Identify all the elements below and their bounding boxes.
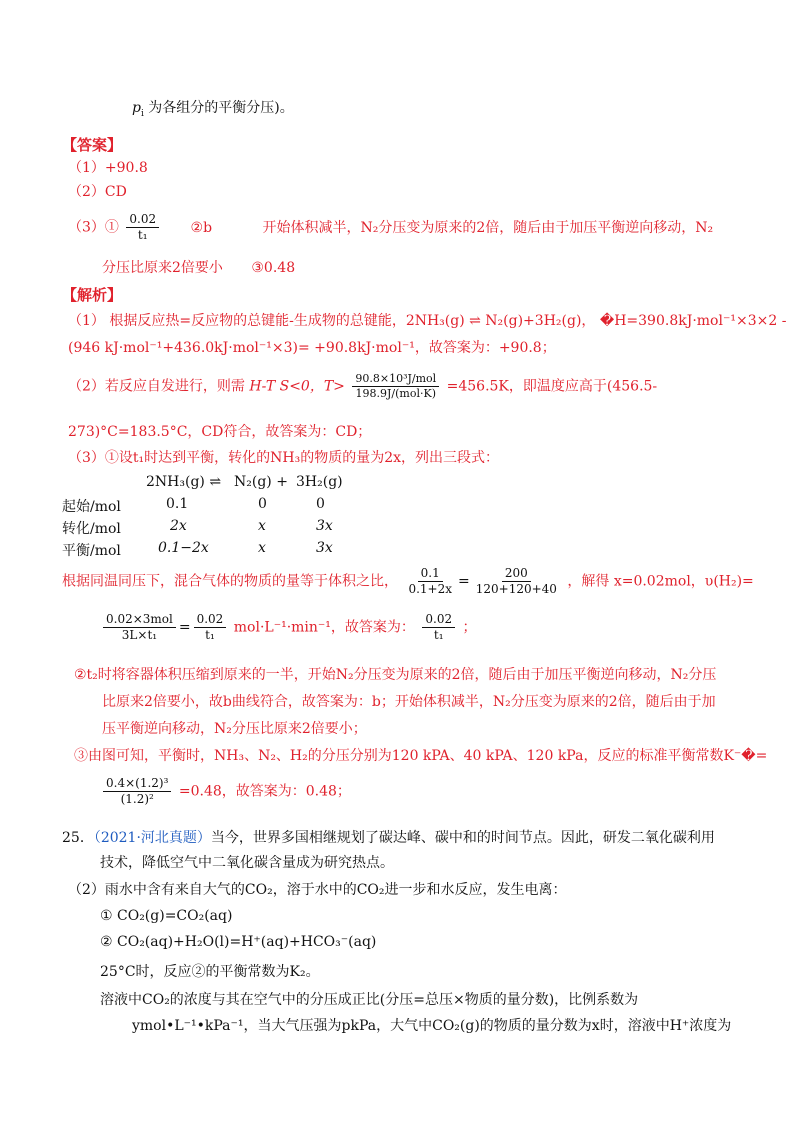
fraction-denominator: (1.2)² — [120, 792, 154, 806]
analysis-p5-line2 — [100, 776, 351, 807]
fraction-numerator: 0.02×3mol — [103, 612, 176, 628]
fraction-denominator: t₁ — [433, 628, 444, 642]
fraction-denominator: t₁ — [205, 628, 215, 642]
analysis-p2-mid2: S<0，T> — [279, 378, 345, 395]
table-row-label: 转化/mol — [62, 521, 121, 537]
q25-line6: ymol•L⁻¹•kPa⁻¹，当大气压强为pkPa，大气中CO₂(g)的物质的量分数为x时，溶液中H⁺浓度为 — [132, 1018, 732, 1034]
table-row-label: 起始/mol — [62, 499, 121, 515]
fraction-numerator: 90.8×10³J/mol — [352, 372, 439, 387]
analysis-p2-start: （2）若反应自发进行，则需 — [68, 378, 245, 395]
fraction-numerator: 200 — [502, 566, 531, 582]
fraction-numerator: 0.02 — [422, 612, 455, 628]
analysis-p1-line1 — [68, 313, 786, 330]
analysis-p3-fraction-2 — [473, 566, 560, 597]
q25-text1: 当今，世界多国相继规划了碳达峰、碳中和的时间节点。因此，研发二氧化碳利用 — [210, 830, 715, 846]
analysis-p5-line1: ③由图可知，平衡时，NH₃、N₂、H₂的分压分别为120 kPA、40 kPA、120 kPa，反应的标准平衡常数K⁻�= — [74, 748, 768, 764]
answer-3-circ2: ②b — [190, 219, 213, 236]
table-header-2: N₂(g) + — [234, 474, 288, 490]
analysis-p5-end: =0.48，故答案为：0.48； — [178, 783, 351, 800]
answer-1: （1）+90.8 — [68, 160, 148, 176]
table-header-3: 3H₂(g) — [296, 474, 343, 490]
table-cell: 0 — [258, 496, 267, 512]
table-cell: 0.1 — [166, 496, 189, 512]
analysis-p5-fraction — [103, 776, 171, 807]
fraction-denominator: 3L×t₁ — [121, 628, 158, 642]
analysis-header: 【解析】 — [62, 286, 123, 304]
intro-sub: i — [140, 108, 144, 119]
analysis-p3-fraction-1 — [405, 566, 455, 597]
analysis-p4-line1: ②t₂时将容器体积压缩到原来的一半，开始N₂分压变为原来的2倍，随后由于加压平衡逆向移动，N₂分压 — [74, 667, 717, 683]
analysis-p3-fraction-4 — [194, 612, 227, 643]
analysis-p1-text: （1） 根据反应热=反应物的总键能-生成物的总键能，2NH₃(g) ⇌ N₂(g)+3H₂(g)， — [68, 313, 596, 329]
analysis-p1-line2: (946 kJ·mol⁻¹+436.0kJ·mol⁻¹×3)= +90.8kJ·mol⁻¹，故答案为：+90.8； — [68, 340, 556, 356]
analysis-p1-dh: �H=390.8kJ·mol⁻¹×3×2 - — [599, 313, 787, 329]
answer-3-circ3: ③0.48 — [251, 260, 296, 276]
analysis-p3-end: ，解得 x=0.02mol，υ(H₂)= — [567, 573, 754, 590]
analysis-p3-unit: mol·L⁻¹·min⁻¹，故答案为： — [233, 619, 415, 636]
q25-line4: 25°C时，反应②的平衡常数为K₂。 — [100, 964, 320, 980]
q25-line1 — [62, 830, 715, 847]
q25-number: 25． — [62, 830, 94, 846]
intro-symbol: p — [132, 100, 141, 116]
answer-3-fraction — [126, 212, 159, 243]
q25-line5: 溶液中CO₂的浓度与其在空气中的分压成正比(分压=总压×物质的量分数)，比例系数为 — [100, 992, 639, 1008]
analysis-p3-start: 根据同温同压下，混合气体的物质的量等于体积之比， — [62, 573, 398, 590]
table-cell: x — [258, 518, 266, 534]
table-row-label: 平衡/mol — [62, 543, 121, 559]
table-header-1: 2NH₃(g) ⇌ — [146, 474, 222, 490]
answer-header: 【答案】 — [62, 136, 123, 154]
q25-source: （2021·河北真题） — [93, 830, 211, 846]
fraction-denominator: 0.1+2x — [408, 582, 452, 596]
fraction-denominator: 120+120+40 — [475, 582, 557, 596]
analysis-p3-fraction-5 — [422, 612, 455, 643]
answer-3 — [68, 212, 713, 243]
intro-text: 为各组分的平衡分压)。 — [143, 100, 294, 116]
analysis-p3-line1: （3）①设t₁时达到平衡，转化的NH₃的物质的量为2x，列出三段式： — [68, 450, 500, 466]
analysis-p4-line2: 比原来2倍要小，故b曲线符合，故答案为：b；开始体积减半，N₂分压变为原来的2倍，随后由于加 — [102, 694, 716, 710]
analysis-p2-mid: H-T — [249, 378, 276, 395]
fraction-numerator: 0.02 — [194, 612, 227, 628]
analysis-p3-line2: 根据同温同压下，混合气体的物质的量等于体积之比， $\frac{0.1}{0.1+2x}$ = $\frac{200}{120+120+40}$ ，解得 x=0.02mol，υ(H₂)= — [62, 566, 754, 596]
q25-eq1: ① CO₂(g)=CO₂(aq) — [100, 908, 233, 924]
analysis-p2-fraction — [352, 372, 439, 401]
fraction-numerator: 0.1 — [418, 566, 443, 582]
analysis-p2-end: =456.5K，即温度应高于(456.5- — [446, 378, 658, 395]
fraction-numerator: 0.02 — [126, 212, 159, 228]
analysis-p3-fraction-3 — [103, 612, 176, 643]
answer-3-line2 — [102, 260, 295, 277]
fraction-numerator: 0.4×(1.2)³ — [103, 776, 171, 792]
answer-3-prefix: （3）① — [68, 219, 119, 236]
fraction-denominator: 198.9J/(mol·K) — [355, 386, 436, 400]
analysis-p4-line3: 压平衡逆向移动，N₂分压比原来2倍要小； — [102, 721, 367, 737]
q25-line3: （2）雨水中含有来自大气的CO₂，溶于水中的CO₂进一步和水反应，发生电离： — [68, 882, 567, 898]
fraction-denominator: t₁ — [137, 228, 148, 242]
table-cell: 3x — [316, 518, 333, 534]
table-cell: x — [258, 540, 266, 556]
intro-line — [132, 100, 294, 120]
table-cell: 0 — [316, 496, 325, 512]
analysis-p2-line2: 273)°C=183.5°C，CD符合，故答案为：CD； — [68, 424, 372, 440]
answer-2: （2）CD — [68, 184, 127, 200]
answer-3-text2: 分压比原来2倍要小 — [102, 260, 223, 276]
table-cell: 3x — [316, 540, 333, 556]
answer-3-text: 开始体积减半，N₂分压变为原来的2倍，随后由于加压平衡逆向移动，N₂ — [262, 219, 714, 236]
analysis-p3-line3: $\frac{\text{0.02×3mol}}{\text{3L×t₁}}$ = $\frac{0.02}{\text{t₁}}$ mol·L⁻¹·min⁻¹，故答案为： $\frac{0.02}{\text{t₁}}$ ； — [100, 612, 477, 643]
analysis-p2-line1 — [68, 372, 657, 401]
q25-line2: 技术，降低空气中二氧化碳含量成为研究热点。 — [100, 855, 394, 871]
q25-eq2: ② CO₂(aq)+H₂O(l)=H⁺(aq)+HCO₃⁻(aq) — [100, 934, 377, 950]
table-cell: 0.1−2x — [158, 540, 209, 556]
table-cell: 2x — [170, 518, 187, 534]
analysis-p3-semi: ； — [462, 619, 477, 636]
